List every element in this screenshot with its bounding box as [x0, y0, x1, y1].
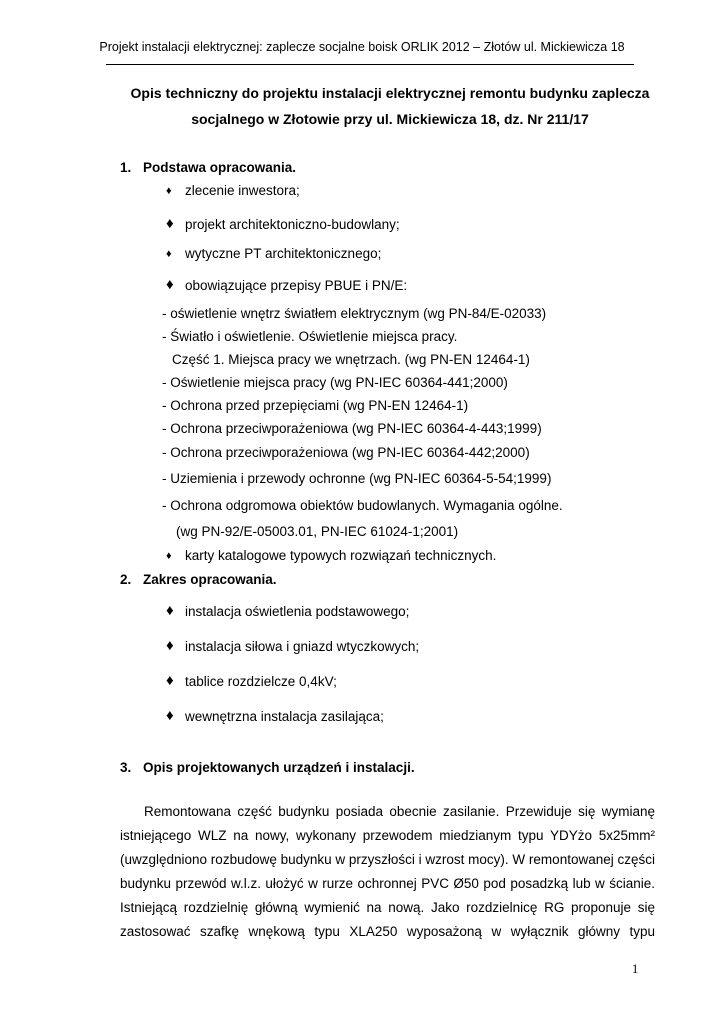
diamond-bullet-icon: ♦: [166, 215, 174, 232]
header-divider: [106, 64, 634, 65]
list-item-text: wewnętrzna instalacja zasilająca;: [185, 709, 384, 724]
regulation-item: - Uziemienia i przewody ochronne (wg PN-IEC 60364-5-54;1999): [162, 471, 552, 486]
document-title-line-2: socjalnego w Złotowie przy ul. Mickiewicza 18, dz. Nr 211/17: [191, 111, 589, 127]
paragraph-line: budynku przewód w.l.z. ułożyć w rurze ochronnej PVC Ø50 pod posadzką lub w ścianie.: [120, 876, 655, 891]
section-3-number: 3.: [120, 760, 132, 775]
regulation-item: Część 1. Miejsca pracy we wnętrzach. (wg PN-EN 12464-1): [172, 352, 530, 367]
paragraph-line: zastosować szafkę wnękową typu XLA250 wyposażoną w wyłącznik główny typu: [120, 924, 655, 939]
list-item-text: wytyczne PT architektonicznego;: [185, 246, 382, 261]
list-item-text: instalacja siłowa i gniazd wtyczkowych;: [185, 639, 420, 654]
list-item-text: obowiązujące przepisy PBUE i PN/E:: [185, 278, 408, 293]
regulation-item: - Ochrona przeciwporażeniowa (wg PN-IEC 60364-4-443;1999): [162, 421, 542, 436]
section-2-heading: Zakres opracowania.: [143, 572, 277, 587]
list-item-text: instalacja oświetlenia podstawowego;: [185, 604, 410, 619]
page-number: 1: [632, 962, 639, 976]
regulation-item: - Ochrona odgromowa obiektów budowlanych. Wymagania ogólne.: [162, 498, 563, 513]
list-item-text: tablice rozdzielcze 0,4kV;: [185, 674, 337, 689]
page-header: Projekt instalacji elektrycznej: zaplecze socjalne boisk ORLIK 2012 – Złotów ul. Mickiewicza 18: [99, 40, 625, 54]
section-3-heading: Opis projektowanych urządzeń i instalacji.: [143, 760, 415, 775]
regulation-item: - Ochrona przed przepięciami (wg PN-EN 12464-1): [162, 398, 469, 413]
section-3-paragraph: [120, 800, 655, 944]
section-1-number: 1.: [120, 160, 132, 175]
diamond-bullet-icon: ♦: [166, 672, 174, 689]
diamond-bullet-icon: ♦: [166, 276, 174, 293]
list-item-text: karty katalogowe typowych rozwiązań technicznych.: [185, 548, 497, 563]
document-title-line-1: Opis techniczny do projektu instalacji elektrycznej remontu budynku zaplecza: [130, 85, 650, 101]
section-1-heading: Podstawa opracowania.: [143, 160, 297, 175]
paragraph-line: Remontowana część budynku posiada obecnie zasilanie. Przewiduje się wymianę: [144, 804, 655, 819]
regulation-item: (wg PN-92/E-05003.01, PN-IEC 61024-1;2001): [176, 524, 459, 539]
regulation-item: - Ochrona przeciwporażeniowa (wg PN-IEC 60364-442;2000): [162, 445, 530, 460]
diamond-bullet-icon: ♦: [166, 602, 174, 619]
section-2-number: 2.: [120, 572, 132, 587]
regulation-item: - Oświetlenie miejsca pracy (wg PN-IEC 60364-441;2000): [162, 375, 508, 390]
diamond-bullet-icon: ♦: [166, 550, 172, 562]
diamond-bullet-icon: ♦: [166, 185, 172, 197]
diamond-bullet-icon: ♦: [166, 637, 174, 654]
paragraph-line: istniejącego WLZ na nowy, wykonany przewodem miedzianym typu YDYżo 5x25mm²: [120, 828, 655, 843]
paragraph-line: (uwzględniono rozbudowę budynku w przyszłości i wzrost mocy). W remontowanej części: [120, 852, 655, 867]
paragraph-line: Istniejącą rozdzielnię główną wymienić na nową. Jako rozdzielnicę RG proponuje się: [120, 900, 655, 915]
diamond-bullet-icon: ♦: [166, 248, 172, 260]
regulation-item: - oświetlenie wnętrz światłem elektrycznym (wg PN-84/E-02033): [162, 306, 547, 321]
diamond-bullet-icon: ♦: [166, 707, 174, 724]
regulation-item: - Światło i oświetlenie. Oświetlenie miejsca pracy.: [162, 329, 458, 344]
list-item-text: zlecenie inwestora;: [185, 183, 300, 198]
list-item-text: projekt architektoniczno-budowlany;: [185, 217, 400, 232]
